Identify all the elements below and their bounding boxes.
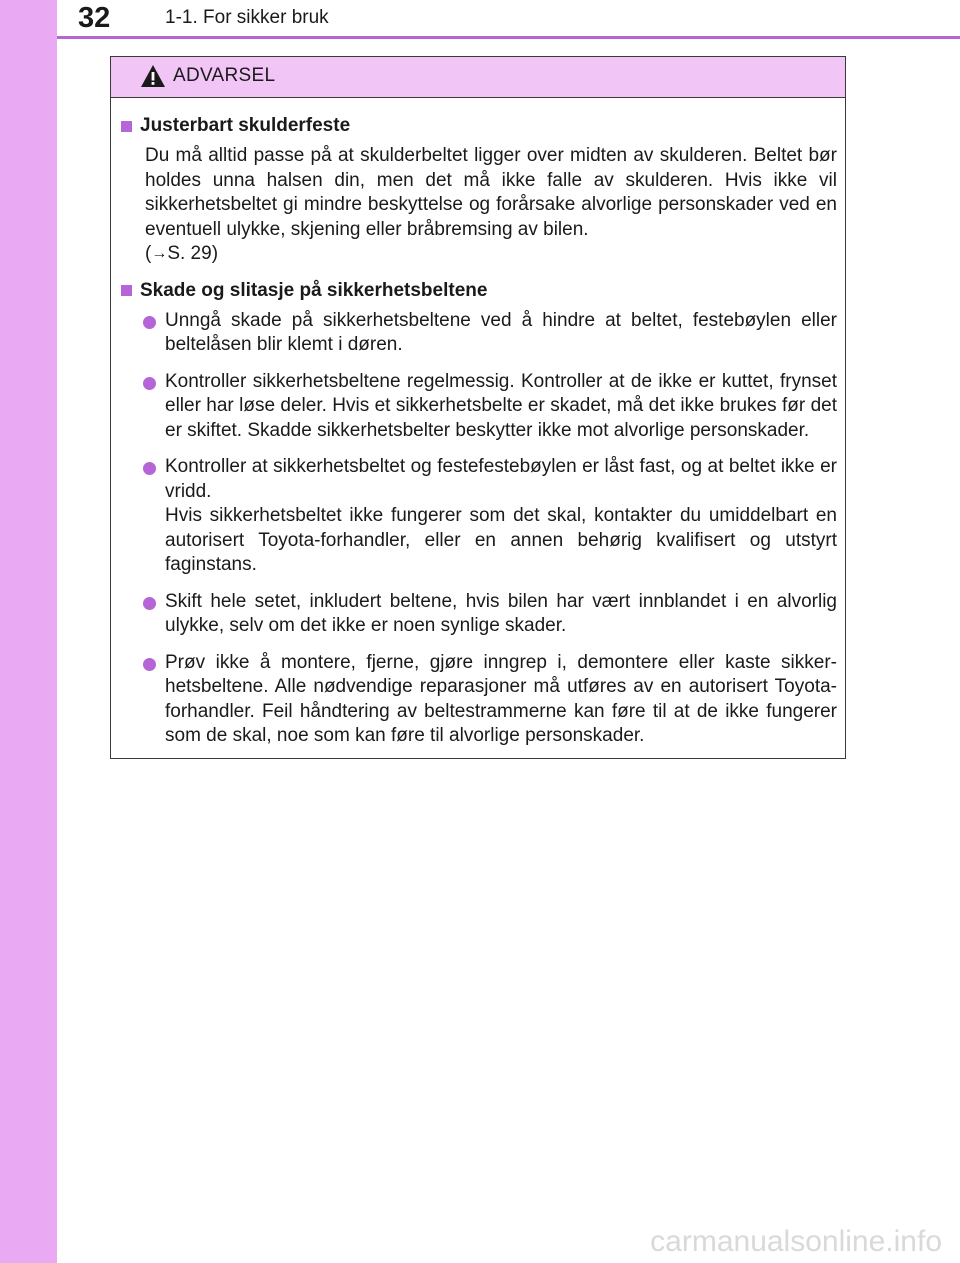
list-item-extra-text: Hvis sikkerhetsbeltet ikke fungerer som det skal, kontakter du umiddelbart en autorisert Toyota-forhandler, eller en annen behørig kvalifisert og utstyrt faginstans. [165, 505, 837, 575]
section-title: 1-1. For sikker bruk [165, 7, 329, 28]
warning-triangle-icon [140, 64, 166, 88]
list-item-text: Unngå skade på sikkerhetsbeltene ved å hindre at beltet, festebøylen eller beltelåsen blir klemt i døren. [165, 309, 837, 355]
list-item-text: Skift hele setet, inkludert beltene, hvis bilen har vært innblandet i en alvorlig ulykke, selv om det ikke er noen synlige skader. [165, 590, 837, 636]
section-heading [121, 114, 837, 138]
square-bullet-icon [121, 285, 132, 296]
section-belt-damage [121, 279, 837, 749]
list-item [121, 370, 837, 444]
round-bullet-icon [143, 462, 156, 475]
paragraph-text: Du må alltid passe på at skulderbeltet ligger over midten av skulderen. Beltet bør holdes unna halsen din, men det må ikke falle av skulderen. Hvis ikke vil sikkerhetsbeltet gi mindre beskyttelse og forårsake alvorlige personskader ved en eventuell ulykke, skjening eller bråbremsing av bilen. [145, 145, 837, 240]
round-bullet-icon [143, 597, 156, 610]
section-shoulder-anchor [121, 114, 837, 267]
list-item [121, 455, 837, 578]
round-bullet-icon [143, 316, 156, 329]
section-heading-text: Skade og slitasje på sikkerhetsbeltene [140, 279, 488, 301]
section-heading [121, 279, 837, 303]
arrow-right-icon: → [151, 245, 168, 262]
list-item-text: Kontroller sikkerhetsbeltene regelmessig. Kontroller at de ikke er kuttet, frynset eller har løse deler. Hvis et sikkerhetsbelte er skadet, må det ikke brukes før det er skiftet. Skadde sikkerhetsbelter beskytter ikke mot alvorlige personskader. [165, 370, 837, 441]
round-bullet-icon [143, 377, 156, 390]
list-item-text: Prøv ikke å montere, fjerne, gjøre inngrep i, demontere eller kaste sikkerhetsbeltene. Alle nødvendige reparasjoner må utføres av en autorisert Toyota-forhandler. Feil håndtering av beltestrammerne kan føre til at de ikke fungerer som de skal, noe som kan føre til alvorlige personskader. [165, 651, 837, 746]
page-reference: (→S. 29) [145, 243, 219, 264]
page-reference-text: S. 29 [167, 243, 212, 264]
list-item-text: Kontroller at sikkerhetsbeltet og festefestebøylen er låst fast, og at beltet ikke er vridd. [165, 456, 837, 502]
warning-header [111, 57, 845, 98]
header-divider [57, 36, 960, 39]
list-item [121, 590, 837, 639]
warning-title: ADVARSEL [173, 65, 276, 86]
warning-box [110, 56, 846, 759]
section-heading-text: Justerbart skulderfeste [140, 115, 351, 136]
page-number: 32 [78, 2, 111, 34]
warning-body [111, 98, 845, 749]
watermark: carmanualsonline.info [650, 1225, 942, 1258]
list-item [121, 651, 837, 749]
left-margin-strip [0, 0, 57, 1263]
round-bullet-icon [143, 658, 156, 671]
list-item [121, 309, 837, 358]
square-bullet-icon [121, 121, 132, 132]
section-paragraph [145, 144, 837, 267]
